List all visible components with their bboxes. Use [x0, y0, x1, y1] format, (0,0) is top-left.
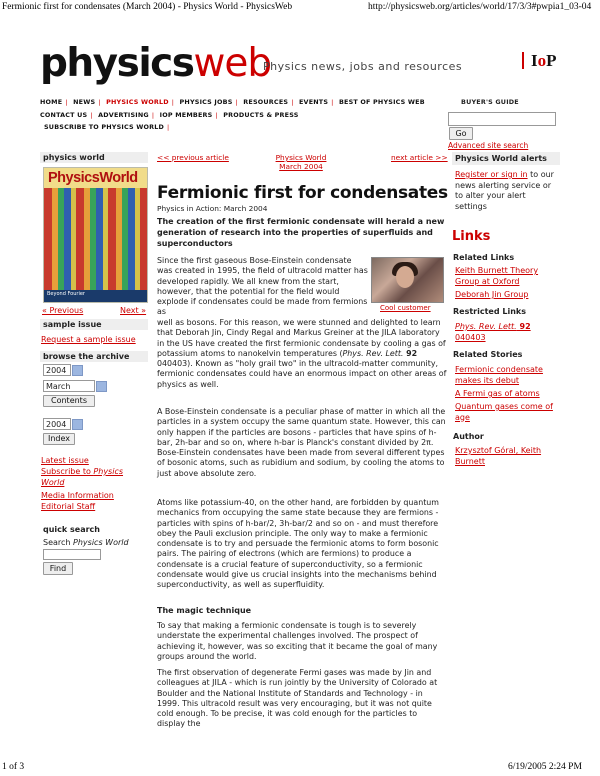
- author-link[interactable]: Krzysztof Góral, Keith Burnett: [455, 446, 542, 466]
- print-url: http://physicsweb.org/articles/world/17/3/3#pwpia1_03-04: [368, 2, 592, 12]
- index-year-select[interactable]: 2004: [43, 418, 71, 430]
- nav-iop-members[interactable]: IOP MEMBERS: [159, 111, 213, 119]
- related-link-item[interactable]: Deborah Jin Group: [455, 290, 529, 299]
- article-paragraph-4: To say that making a fermionic condensate is tough is to severely understate the experimental challenges involved. The prospect of achieving it, however, was so exciting that it became the goal of many groups around the world.: [157, 621, 438, 661]
- iop-logo[interactable]: IoP: [522, 52, 557, 69]
- previous-issue-link[interactable]: « Previous: [42, 306, 84, 315]
- alerts-text: Register or sign in to our news alerting service or to alter your alert settings: [455, 170, 554, 211]
- cover-footer: Beyond Fourier: [44, 290, 147, 302]
- nav-buyers-guide[interactable]: BUYER'S GUIDE: [461, 98, 519, 106]
- section-heading: The magic technique: [157, 606, 252, 615]
- related-story-item[interactable]: Fermionic condensate makes its debut: [455, 365, 543, 385]
- article-standfirst: The creation of the first fermionic condensate will herald a new generation of research into the properties of superfluids and superconductors: [157, 217, 445, 248]
- physicsweb-logo[interactable]: [40, 41, 272, 86]
- archive-year-select[interactable]: 2004: [43, 364, 71, 376]
- quick-search-input[interactable]: [43, 549, 101, 560]
- article-paragraph-1a: Since the first gaseous Bose-Einstein condensate was created in 1995, the field of ultracold matter has developed rapidly. We all knew from the start, however, that the potential for the field would explode if condensates could be made from fermions as: [157, 256, 368, 317]
- restricted-link-item[interactable]: Phys. Rev. Lett. 92 040403: [455, 322, 531, 342]
- print-title: Fermionic first for condensates (March 2004) - Physics World - PhysicsWeb: [2, 2, 293, 12]
- nav-advertising[interactable]: ADVERTISING: [98, 111, 149, 119]
- next-article-link[interactable]: next article >>: [391, 153, 448, 162]
- calendar-icon[interactable]: [72, 419, 83, 430]
- related-story-item[interactable]: A Fermi gas of atoms: [455, 389, 540, 398]
- cover-artwork: [44, 188, 147, 302]
- nav-best-of[interactable]: BEST OF PHYSICS WEB: [338, 98, 425, 106]
- next-issue-link[interactable]: Next »: [120, 306, 147, 315]
- request-sample-link[interactable]: Request a sample issue: [41, 335, 136, 344]
- logo-web: web: [193, 41, 272, 86]
- nav-events[interactable]: EVENTS: [298, 98, 329, 106]
- related-story-item[interactable]: Quantum gases come of age: [455, 402, 553, 422]
- index-button[interactable]: Index: [43, 433, 75, 445]
- left-section-title: physics world: [40, 152, 148, 163]
- print-page-number: 1 of 3: [2, 762, 25, 772]
- nav-physics-world[interactable]: PHYSICS WORLD: [106, 98, 169, 106]
- article-title: Fermionic first for condensates: [157, 183, 448, 203]
- previous-article-link[interactable]: << previous article: [157, 153, 229, 162]
- tagline: Physics news, jobs and resources: [263, 60, 463, 73]
- nav-news[interactable]: NEWS: [73, 98, 96, 106]
- register-link[interactable]: Register or sign in: [455, 170, 528, 179]
- article-paragraph-1b: well as bosons. For this reason, we were stunned and delighted to learn that Deborah Jin, Cindy Regal and Markus Greiner at the JILA laboratory in the US have created the first fermionic condensate by cooling a gas of potassium atoms to nanokelvin temperatures (Phys. Rev. Lett. 92 040403). Known as "holy grail two" in the ultracold-matter community, fermionic condensates could have an enormous impact on other areas of physics as well.: [157, 318, 447, 389]
- article-photo[interactable]: [371, 257, 444, 303]
- nav-resources[interactable]: RESOURCES: [243, 98, 289, 106]
- advanced-search-link[interactable]: Advanced site search: [448, 141, 529, 150]
- nav-subscribe[interactable]: SUBSCRIBE TO PHYSICS WORLD: [44, 123, 164, 131]
- issue-breadcrumb[interactable]: Physics World March 2004: [275, 153, 327, 171]
- archive-month-select[interactable]: March: [43, 380, 95, 392]
- nav-home[interactable]: HOME: [40, 98, 63, 106]
- alerts-heading: Physics World alerts: [452, 152, 560, 165]
- related-stories-heading: Related Stories: [453, 350, 523, 359]
- links-title: Links: [452, 229, 491, 244]
- magazine-cover[interactable]: [43, 167, 148, 303]
- go-button[interactable]: Go: [449, 127, 473, 140]
- article-paragraph-5: The first observation of degenerate Fermi gases was made by Jin and colleagues at JILA - which is run jointly by the University of Colorado at Boulder and the National Institute of Standards and Technology - in 1999. This ultracold result was very encouraging, but it was not quite cold enough. To be precise, it was cold enough for the particles to display the: [157, 668, 438, 729]
- author-heading: Author: [453, 432, 484, 441]
- browse-archive-heading: browse the archive: [40, 351, 148, 362]
- media-info-link[interactable]: Media Information: [41, 491, 114, 500]
- nav-contact[interactable]: CONTACT US: [40, 111, 88, 119]
- article-paragraph-2: A Bose-Einstein condensate is a peculiar phase of matter in which all the particles in a system occupy the same quantum state. However, this can only happen if the particles are bosons - particles that have spins of h-bar, 2h-bar and so on, where h-bar is Planck's constant divided by 2π. Bose-Einstein condensates have been made from several different types of bosonic atoms, such as rubidium and sodium, by cooling the atoms to just above absolute zero.: [157, 407, 446, 478]
- calendar-icon[interactable]: [96, 381, 107, 392]
- photo-caption-link[interactable]: Cool customer: [380, 304, 431, 312]
- related-links-heading: Related Links: [453, 253, 515, 262]
- editorial-staff-link[interactable]: Editorial Staff: [41, 502, 96, 511]
- subscribe-link[interactable]: Subscribe to Physics World: [41, 467, 124, 487]
- logo-physics: physics: [40, 41, 194, 86]
- print-datetime: 6/19/2005 2:24 PM: [508, 762, 582, 772]
- article-subhead: Physics in Action: March 2004: [157, 204, 268, 213]
- nav-row-1: HOME | NEWS | PHYSICS WORLD | PHYSICS JOBS | RESOURCES | EVENTS | BEST OF PHYSICS WEB: [40, 98, 425, 106]
- related-link-item[interactable]: Keith Burnett Theory Group at Oxford: [455, 266, 539, 286]
- calendar-icon[interactable]: [72, 365, 83, 376]
- contents-button[interactable]: Contents: [43, 395, 95, 407]
- find-button[interactable]: Find: [43, 562, 73, 575]
- latest-issue-link[interactable]: Latest issue: [41, 456, 89, 465]
- article-paragraph-3: Atoms like potassium-40, on the other hand, are forbidden by quantum mechanics from occupying the same state because they are fermions - particles with spins of h-bar/2, 3h-bar/2 and so on - and must therefore obey the Pauli exclusion principle. The only way to make a fermionic condensate is to try and persuade the fermionic atoms to form bosonic pairs. The pairing of electrons (which are fermions) to produce a condensate is a crucial feature of superconductivity, so a fermionic condensate would give us crucial insights into the mechanisms behind superconductivity, as well as superfluidity.: [157, 498, 439, 590]
- quick-search-heading: quick search: [43, 525, 100, 534]
- quick-search-label: Search Physics World: [43, 538, 129, 547]
- site-search-input[interactable]: [448, 112, 556, 126]
- nav-products-press[interactable]: PRODUCTS & PRESS: [223, 111, 299, 119]
- nav-row-2: CONTACT US | ADVERTISING | IOP MEMBERS | PRODUCTS & PRESS: [40, 111, 299, 119]
- cover-title: PhysicsWorld: [48, 170, 138, 186]
- nav-physics-jobs[interactable]: PHYSICS JOBS: [179, 98, 233, 106]
- sample-issue-heading: sample issue: [40, 319, 148, 330]
- nav-row-3: SUBSCRIBE TO PHYSICS WORLD |: [44, 123, 170, 131]
- restricted-links-heading: Restricted Links: [453, 307, 526, 316]
